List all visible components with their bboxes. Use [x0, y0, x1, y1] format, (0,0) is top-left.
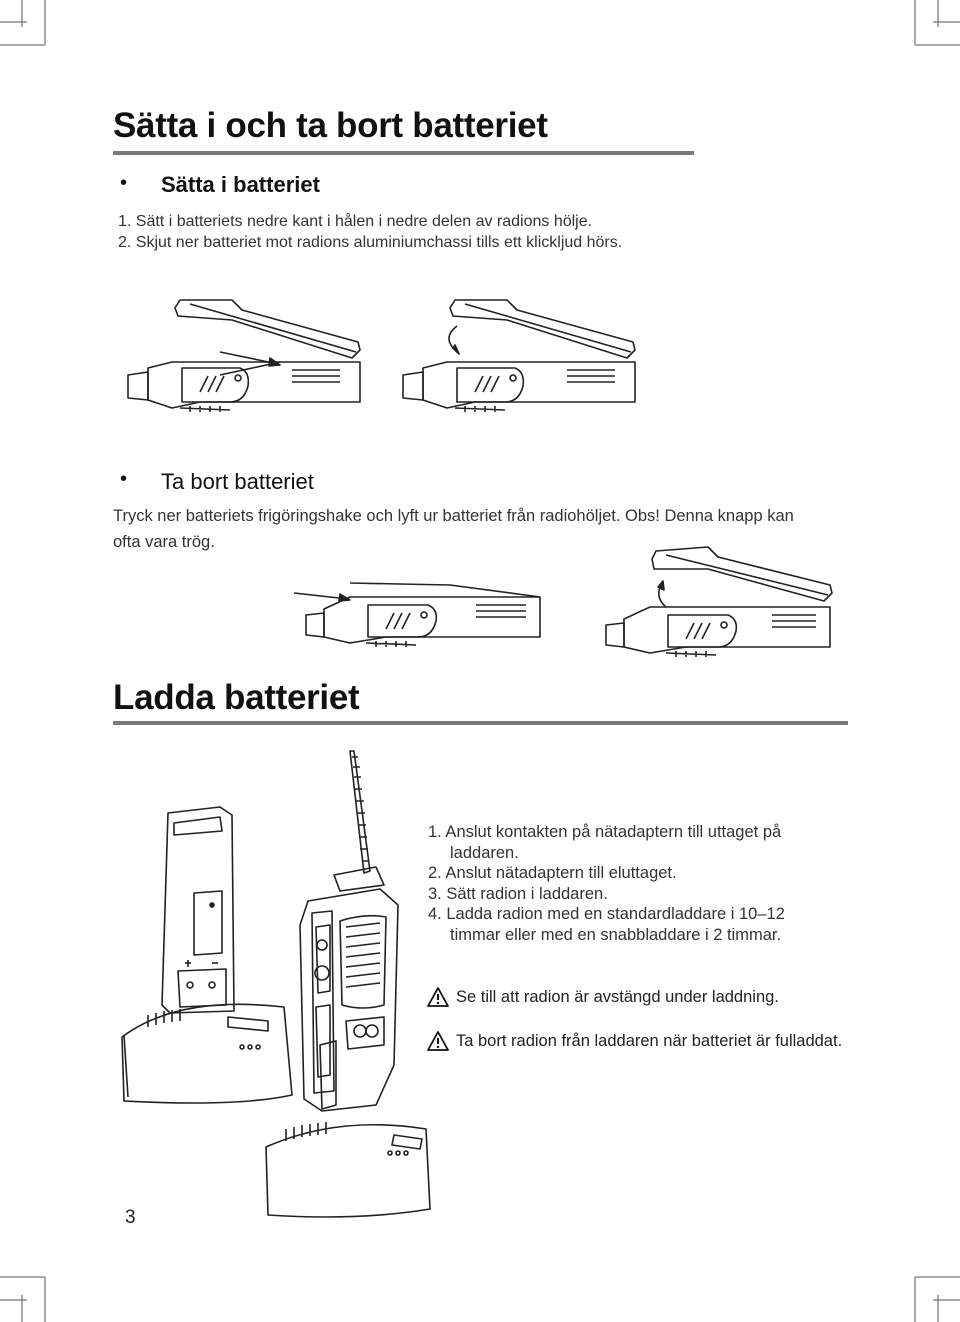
insert-steps [118, 211, 622, 253]
remove-text-line: Tryck ner batteriets frigöringshake och lyft ur batteriet från radiohöljet. Obs! Denna knapp kan [113, 507, 794, 525]
insert-battery-illustration [120, 290, 680, 430]
charge-step: 1. Anslut kontakten på nätadaptern till uttaget på laddaren. [428, 823, 782, 862]
charge-step: 4. Ladda radion med en standardladdare i 10–12 timmar eller med en snabbladdare i 2 timmar. [428, 905, 785, 944]
page-number: 3 [125, 1207, 136, 1228]
insert-step: 2. Skjut ner batteriet mot radions aluminiumchassi tills ett klickljud hörs. [118, 234, 623, 251]
charging-illustration [108, 745, 438, 1215]
remove-text-line: ofta vara trög. [113, 533, 215, 551]
section-title-charge: Ladda batteriet [113, 678, 360, 717]
charge-steps [428, 822, 828, 945]
bullet: • [120, 172, 128, 194]
warning-triangle-icon [427, 1031, 449, 1051]
charge-step: 2. Anslut nätadaptern till eluttaget. [428, 864, 677, 882]
bullet: • [120, 468, 128, 490]
subheading-insert: Sätta i batteriet [161, 172, 320, 197]
warning-triangle-icon [427, 987, 449, 1007]
charge-title-rule [113, 721, 848, 725]
section-title: Sätta i och ta bort batteriet [113, 106, 548, 145]
warning-text: Ta bort radion från laddaren när batteriet är fulladdat. [456, 1032, 843, 1050]
warning-text: Se till att radion är avstängd under laddning. [456, 988, 779, 1006]
insert-step: 1. Sätt i batteriets nedre kant i hålen i nedre delen av radions hölje. [118, 213, 593, 230]
remove-battery-illustration [290, 545, 850, 675]
title-rule [113, 151, 694, 155]
subheading-remove: Ta bort batteriet [161, 469, 314, 494]
charge-step: 3. Sätt radion i laddaren. [428, 884, 608, 903]
